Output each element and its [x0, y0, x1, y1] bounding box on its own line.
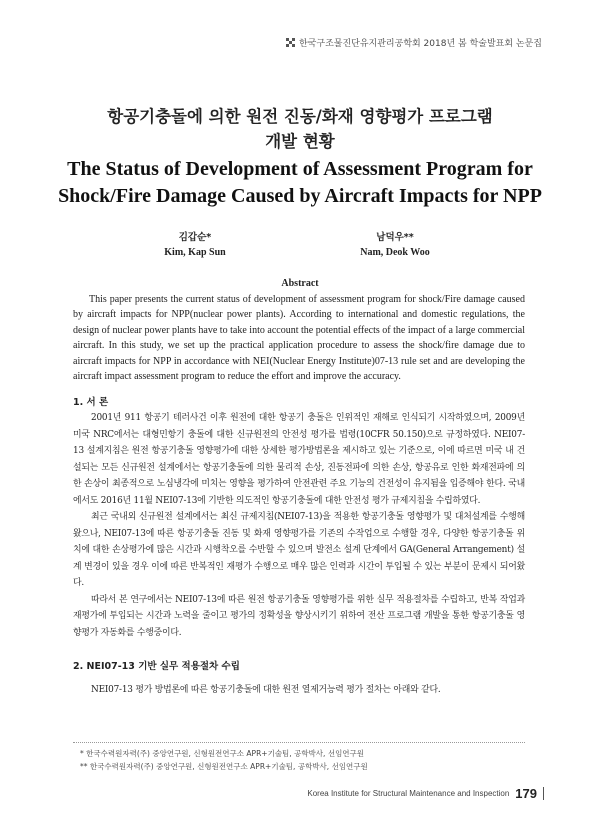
page-footer	[307, 786, 544, 801]
footer-institute: Korea Institute for Structural Maintenance and Inspection	[307, 789, 510, 798]
title-korean-line-1: 항공기충돌에 의한 원전 진동/화재 영향평가 프로그램	[107, 107, 493, 126]
paragraph: NEI07-13 평가 방법론에 따른 항공기충돌에 대한 원전 열제거능력 평가 절차는 아래와 같다.	[91, 685, 441, 695]
author-1-english-name: Kim, Kap Sun	[164, 247, 226, 258]
paragraph: 따라서 본 연구에서는 NEI07-13에 따른 원전 항공기충돌 영향평가를 위한 실무 적용절차를 수립하고, 반복 작업과 재평가에 투입되는 시간과 노력을 줄이고 평가의 정확성을 향상시키기 위하여 전산 프로그램 개발을 통한 항공기충돌 영향평가 자동화를 수행중이다.	[73, 594, 525, 638]
footer-divider	[543, 787, 544, 800]
journal-name: 한국구조물진단유지관리공학회 2018년 봄 학술발표회 논문집	[298, 39, 542, 49]
title-korean	[0, 104, 600, 154]
section-1-body	[73, 410, 525, 641]
author-1-korean-name: 김갑순*	[178, 232, 212, 243]
paragraph: 2001년 911 항공기 테러사건 이후 원전에 대한 항공기 충돌은 인위적인 재해로 인식되기 시작하였으며, 2009년 미국 NRC에서는 대형민항기 충돌에 대한 신규원전의 안전성 평가를 법령(10CFR 50.150)으로 규정하였다. NEI07-13 설계지침은 원전 항공기충돌 영향평가에 대한 상세한 평가방법론을 제시하고 있는 기준으로, 이에 따르면 미국 내 건설되는 모든 신규원전 설계에서는 항공기충돌에 의한 물리적 손상, 진동전파에 의한 손상, 항공유로 인한 화재전파에 의한 손상이 최종적으로 노심냉각에 미치는 영향을 평가하여 안전관련 주요 기능의 건전성이 유지됨을 입증해야 한다. 국내에서도 2016년 11월 NEI07-13에 기반한 의도적인 항공기충돌에 대한 안전성 평가 규제지침을 수립하였다.	[73, 413, 525, 506]
author-2-english-name: Nam, Deok Woo	[360, 247, 430, 258]
abstract-heading: Abstract	[281, 278, 319, 289]
title-korean-line-2: 개발 현황	[265, 132, 335, 151]
abstract-body: This paper presents the current status of development of assessment program for shock/Fire damage caused by aircraft impacts for NPP(nuclear power plants). According to international and domestic regulations, the design of nuclear power plants have to take into account the potential effects of the impact of a large commercial aircraft. In this study, we set up the practical application procedure to assess the shock/fire damage due to aircraft impacts for NPP in accordance with NEI(Nuclear Energy Institute)07-13 rule set and are developing the aircraft impact assessment program to reduce the effort and improve the accuracy.	[73, 294, 525, 383]
footnote-1: * 한국수력원자력(주) 중앙연구원, 신형원전연구소 APR+기술팀, 공학박사, 선임연구원	[80, 749, 365, 758]
paragraph: 최근 국내외 신규원전 설계에서는 최신 규제지침(NEI07-13)을 적용한 항공기충돌 영향평가 및 대처설계를 수행해 왔으나, NEI07-13에 따른 항공기충돌 진동 및 화재 영향평가를 기존의 수작업으로 수행할 경우, 다양한 항공기충돌 위치에 대한 손상평가에 많은 시간과 시행착오를 수반할 수 있으며 발전소 설계 단계에서 GA(General Arrangement) 설계 변경이 있을 경우 이에 따른 반복적인 재평가 수행으로 매우 많은 인력과 시간이 투입될 수 있는 부분이 문제시 되어왔다.	[73, 512, 525, 588]
section-2-body	[73, 682, 525, 699]
section-2-heading: 2. NEI07-13 기반 실무 적용절차 수립	[73, 661, 240, 672]
author-2	[340, 230, 450, 260]
author-2-korean-name: 남덕우**	[376, 232, 414, 243]
section-1-heading: 1. 서 론	[73, 397, 109, 408]
title-english	[0, 156, 600, 210]
author-1	[140, 230, 250, 260]
footnote-divider	[73, 742, 525, 743]
dots-icon	[286, 38, 295, 47]
title-english-line-1: The Status of Development of Assessment Program for	[67, 158, 533, 180]
title-english-line-2: Shock/Fire Damage Caused by Aircraft Impacts for NPP	[58, 185, 542, 207]
page-number: 179	[515, 786, 537, 801]
journal-header	[286, 36, 542, 49]
footnote-2: ** 한국수력원자력(주) 중앙연구원, 신형원전연구소 APR+기술팀, 공학박사, 선임연구원	[80, 762, 368, 771]
